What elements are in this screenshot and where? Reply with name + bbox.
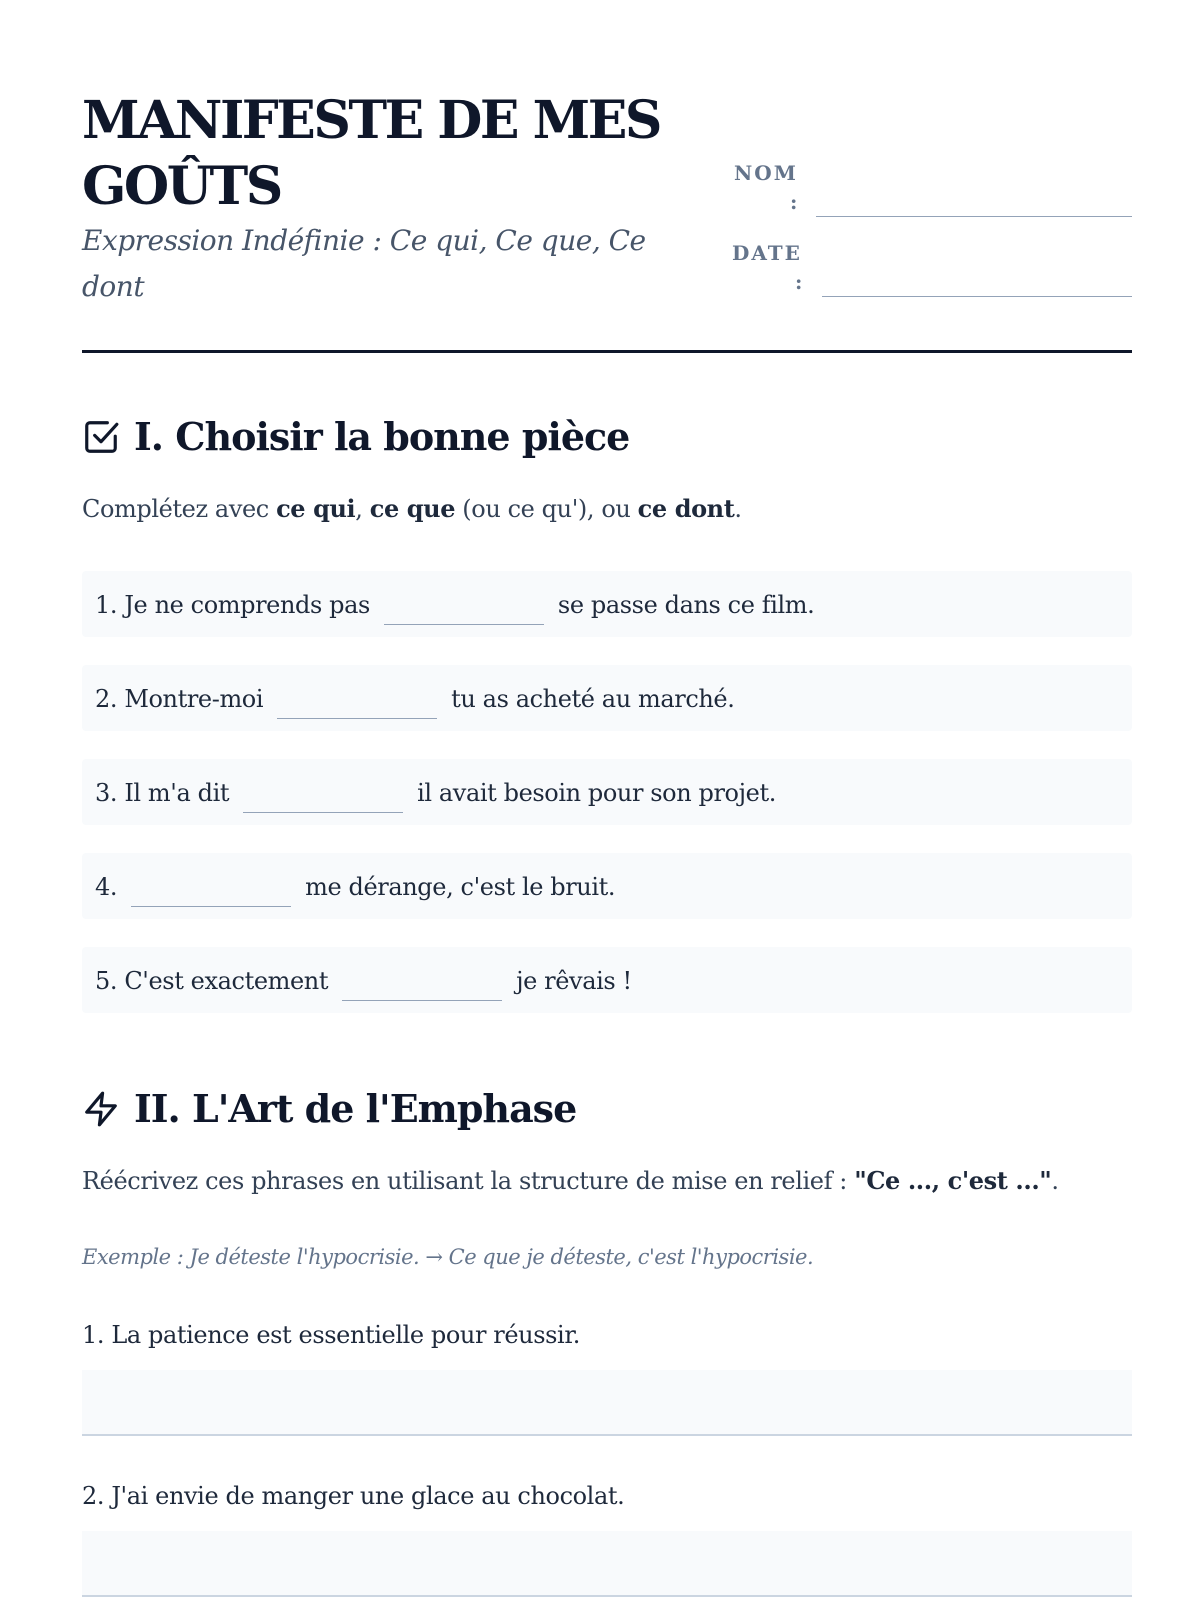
answer-blank[interactable]	[342, 961, 502, 1001]
sentence-end: tu as acheté au marché.	[451, 685, 735, 713]
instruction-text: .	[1051, 1167, 1059, 1195]
instruction-text: .	[734, 495, 742, 523]
name-colon: :	[790, 190, 798, 214]
answer-blank[interactable]	[243, 773, 403, 813]
sentence-start: 5. C'est exactement	[95, 967, 329, 995]
sentence-start: 3. Il m'a dit	[95, 779, 230, 807]
sentence-end: il avait besoin pour son projet.	[417, 779, 776, 807]
section-1-heading	[82, 412, 1132, 462]
answer-box[interactable]	[82, 1531, 1132, 1597]
section-1-instruction	[82, 492, 1132, 526]
exercise-row	[82, 947, 1132, 1013]
sentence-end: se passe dans ce film.	[557, 591, 815, 619]
section-2-heading	[82, 1084, 1132, 1134]
header-divider	[82, 350, 1132, 353]
rewrite-question: 1. La patience est essentielle pour réussir.	[82, 1321, 581, 1349]
section-2-title: II. L'Art de l'Emphase	[134, 1086, 577, 1131]
instruction-text: (ou ce qu'), ou	[455, 495, 638, 523]
sentence-end: me dérange, c'est le bruit.	[305, 873, 616, 901]
sentence-start: 2. Montre-moi	[95, 685, 264, 713]
checkbox-icon	[82, 418, 120, 456]
date-input-line[interactable]	[822, 296, 1132, 297]
date-colon: :	[795, 270, 803, 294]
page-subtitle: Expression Indéfinie : Ce qui, Ce que, Ce dont	[82, 224, 646, 303]
instruction-text: Réécrivez ces phrases en utilisant la structure de mise en relief :	[82, 1167, 855, 1195]
answer-blank[interactable]	[384, 585, 544, 625]
worksheet-page	[82, 0, 1132, 1600]
lightning-icon	[82, 1090, 120, 1128]
sentence-end: je rêvais !	[516, 967, 632, 995]
exercise-row	[82, 853, 1132, 919]
name-input-line[interactable]	[816, 216, 1132, 217]
exercise-row	[82, 665, 1132, 731]
page-title: MANIFESTE DE MES GOÛTS	[82, 90, 660, 217]
sentence-start: 1. Je ne comprends pas	[95, 591, 370, 619]
date-label: DATE	[732, 241, 802, 265]
name-label: NOM	[734, 161, 798, 185]
worksheet-header	[82, 88, 1132, 353]
section-2-instruction	[82, 1164, 1132, 1198]
answer-blank[interactable]	[277, 679, 437, 719]
answer-box[interactable]	[82, 1370, 1132, 1436]
exercise-row	[82, 759, 1132, 825]
answer-blank[interactable]	[131, 867, 291, 907]
option-ce-que: ce que	[369, 494, 456, 523]
example-text: Exemple : Je déteste l'hypocrisie. → Ce que je déteste, c'est l'hypocrisie.	[82, 1245, 814, 1269]
option-ce-dont: ce dont	[637, 494, 735, 523]
date-field	[732, 238, 1132, 294]
instruction-text: ,	[355, 495, 370, 523]
emphasis-structure: "Ce ..., c'est ..."	[854, 1166, 1052, 1195]
rewrite-question: 2. J'ai envie de manger une glace au chocolat.	[82, 1482, 625, 1510]
exercise-row	[82, 571, 1132, 637]
sentence-start: 4.	[95, 873, 118, 901]
section-1-title: I. Choisir la bonne pièce	[134, 414, 630, 459]
option-ce-qui: ce qui	[276, 494, 356, 523]
name-field	[732, 158, 1132, 214]
instruction-text: Complétez avec	[82, 495, 277, 523]
